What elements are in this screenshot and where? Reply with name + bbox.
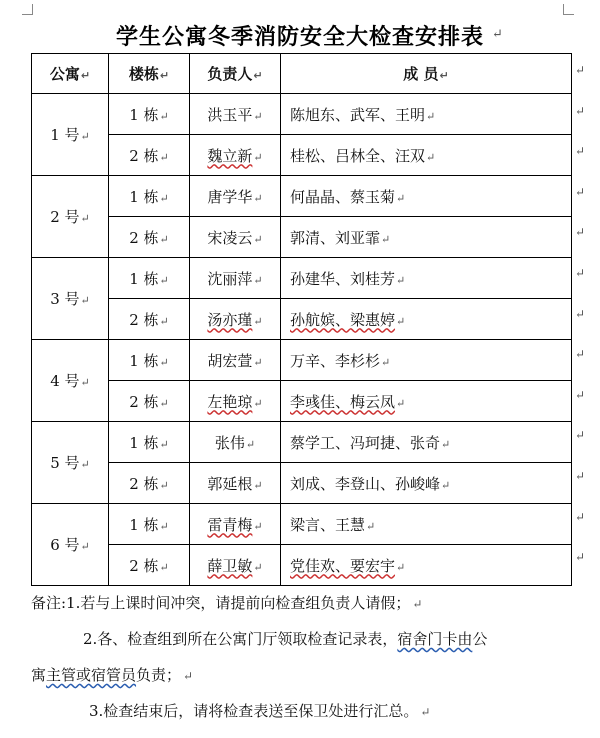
table-header-row (32, 54, 572, 94)
page-corner-mark-right (563, 4, 574, 15)
members-cell: 郭清、刘亚霏↵ (281, 217, 572, 258)
members-cell: 陈旭东、武军、王明↵ (281, 94, 572, 135)
row-end-mark: ↵ (575, 387, 586, 402)
apartment-cell: 1 号↵ (32, 94, 109, 176)
members-cell: 桂松、吕林全、汪双↵ (281, 135, 572, 176)
apartment-cell: 5 号↵ (32, 422, 109, 504)
leader-cell: 汤亦瑾↵ (190, 299, 281, 340)
paragraph-mark: ↵ (492, 27, 503, 42)
members-cell: 梁言、王慧↵ (281, 504, 572, 545)
leader-cell: 张伟↵ (190, 422, 281, 463)
note-line: 寓主管或宿管员负责； ↵ (31, 666, 194, 684)
building-cell: 1 栋↵ (109, 422, 190, 463)
leader-cell: 郭延根↵ (190, 463, 281, 504)
table-row (32, 217, 572, 258)
document-title: 学生公寓冬季消防安全大检查安排表 (115, 25, 484, 50)
building-cell: 1 栋↵ (109, 176, 190, 217)
row-end-mark: ↵ (575, 469, 586, 483)
row-end-mark: ↵ (575, 63, 586, 77)
building-cell: 2 栋↵ (109, 217, 190, 258)
header-cell: 公寓↵ (32, 54, 109, 94)
leader-cell: 雷青梅↵ (190, 504, 281, 545)
members-cell: 蔡学工、冯珂捷、张奇↵ (281, 422, 572, 463)
leader-cell: 魏立新↵ (190, 135, 281, 176)
row-end-mark: ↵ (575, 103, 586, 118)
apartment-cell: 4 号↵ (32, 340, 109, 422)
building-cell: 2 栋↵ (109, 299, 190, 340)
building-cell: 2 栋↵ (109, 545, 190, 586)
leader-cell: 唐学华↵ (190, 176, 281, 217)
row-end-mark: ↵ (575, 306, 586, 321)
leader-cell: 薛卫敏↵ (190, 545, 281, 586)
leader-cell: 左艳琼↵ (190, 381, 281, 422)
building-cell: 2 栋↵ (109, 135, 190, 176)
table-row (32, 258, 572, 299)
schedule-table (31, 53, 572, 586)
header-cell: 楼栋↵ (109, 54, 190, 94)
row-end-mark: ↵ (575, 347, 586, 362)
note-line: 2.各、检查组到所在公寓门厅领取检查记录表，宿舍门卡由公 (83, 630, 488, 648)
building-cell: 1 栋↵ (109, 340, 190, 381)
members-cell: 李彧佳、梅云凤↵ (281, 381, 572, 422)
apartment-cell: 6 号↵ (32, 504, 109, 586)
row-end-mark: ↵ (575, 428, 586, 443)
table-row (32, 135, 572, 176)
table-row (32, 422, 572, 463)
leader-cell: 沈丽萍↵ (190, 258, 281, 299)
row-end-mark: ↵ (575, 184, 586, 199)
apartment-cell: 3 号↵ (32, 258, 109, 340)
members-cell: 党佳欢、要宏宇↵ (281, 545, 572, 586)
header-cell: 成 员↵ (281, 54, 572, 94)
table-row (32, 381, 572, 422)
table-row (32, 504, 572, 545)
leader-cell: 洪玉平↵ (190, 94, 281, 135)
table-row (32, 176, 572, 217)
members-cell: 孙建华、刘桂芳↵ (281, 258, 572, 299)
page-corner-mark-left (22, 4, 33, 15)
note-line: 备注:1.若与上课时间冲突，请提前向检查组负责人请假； ↵ (31, 594, 423, 612)
table-row (32, 299, 572, 340)
note-line: 3.检查结束后，请将检查表送至保卫处进行汇总。 ↵ (89, 702, 431, 720)
members-cell: 孙航嫔、梁惠婷↵ (281, 299, 572, 340)
row-end-mark: ↵ (575, 509, 586, 524)
members-cell: 万辛、李杉杉↵ (281, 340, 572, 381)
building-cell: 1 栋↵ (109, 94, 190, 135)
row-end-mark: ↵ (575, 225, 586, 240)
members-cell: 刘成、李登山、孙峻峰↵ (281, 463, 572, 504)
building-cell: 2 栋↵ (109, 381, 190, 422)
row-end-mark: ↵ (575, 550, 586, 565)
building-cell: 2 栋↵ (109, 463, 190, 504)
apartment-cell: 2 号↵ (32, 176, 109, 258)
row-end-mark: ↵ (575, 266, 586, 280)
leader-cell: 胡宏萱↵ (190, 340, 281, 381)
building-cell: 1 栋↵ (109, 504, 190, 545)
header-cell: 负责人↵ (190, 54, 281, 94)
leader-cell: 宋凌云↵ (190, 217, 281, 258)
members-cell: 何晶晶、蔡玉菊↵ (281, 176, 572, 217)
table-row (32, 463, 572, 504)
table-row (32, 545, 572, 586)
row-end-mark: ↵ (575, 144, 586, 159)
building-cell: 1 栋↵ (109, 258, 190, 299)
table-row (32, 340, 572, 381)
table-row (32, 94, 572, 135)
